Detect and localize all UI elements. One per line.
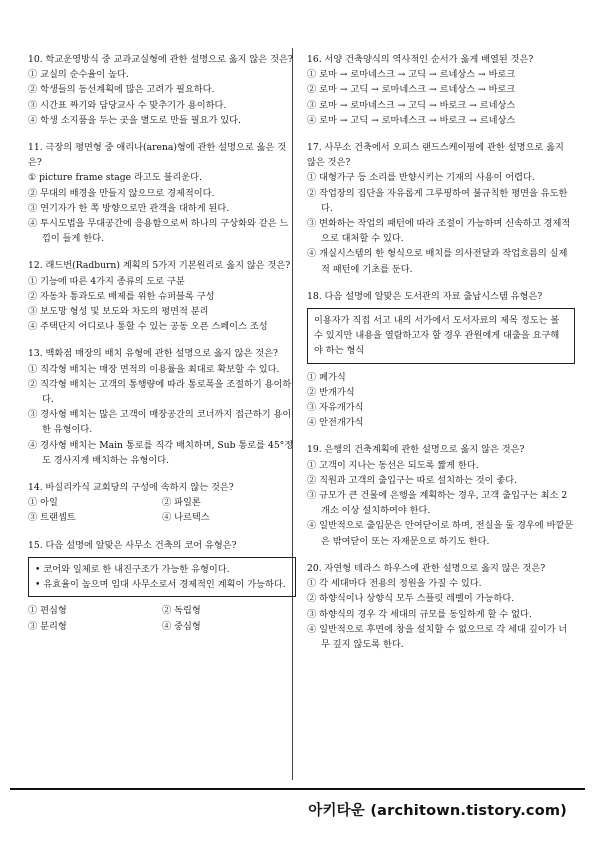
option-1: ① 기능에 따른 4가지 종류의 도로 구분 xyxy=(28,275,185,287)
option-4: ④ 안전개가식 xyxy=(307,417,364,429)
description-box: 이용자가 직접 서고 내의 서가에서 도서자료의 제목 정도는 볼 수 있지만 내용을 열람하고자 할 경우 관원에게 대출을 요구해야 하는 형식 xyxy=(307,308,575,364)
option-1: ① 각 세대마다 전용의 정원을 가질 수 있다. xyxy=(307,578,482,590)
question-text: 16. 서양 건축양식의 역사적인 순서가 옳게 배열된 것은? xyxy=(307,54,534,65)
question-text: 15. 다음 설명에 알맞은 사무소 건축의 코어 유형은? xyxy=(28,539,237,551)
box-line-2: • 유효율이 높으며 임대 사무소로서 경제적인 계획이 가능하다. xyxy=(35,579,286,591)
option-3: ③ 자유개가식 xyxy=(307,402,364,414)
question-text: 12. 래드번(Radburn) 계획의 5가지 기본원리로 옳지 않은 것은? xyxy=(28,260,291,272)
option-1: ① 폐가식 xyxy=(307,371,346,383)
question-11 xyxy=(28,140,296,246)
question-text: 17. 사무소 건축에서 오피스 랜드스케이핑에 관한 설명으로 옳지 않은 것은? xyxy=(307,142,564,169)
option-1: ① 편심형 xyxy=(28,605,67,617)
option-3: ③ 연기자가 한 쪽 방향으로만 관객을 대하게 된다. xyxy=(28,202,230,214)
option-2: ② 작업장의 집단을 자유롭게 그루핑하여 불규칙한 평면을 유도한다. xyxy=(307,187,568,214)
question-text: 20. 자연형 테라스 하우스에 관한 설명으로 옳지 않은 것은? xyxy=(307,562,546,574)
option-2: ② 자동차 통과도로 배제를 위한 슈퍼블록 구성 xyxy=(28,290,215,302)
option-3: ③ 경사형 배치는 많은 고객이 매장공간의 코너까지 접근하기 용이한 유형이다. xyxy=(28,409,292,436)
question-13 xyxy=(28,346,296,468)
box-line-1: • 코어와 일체로 한 내진구조가 가능한 유형이다. xyxy=(35,563,230,575)
option-1: ① 교실의 순수율이 높다. xyxy=(28,69,129,81)
option-3: ③ 로마 → 로마네스크 → 고딕 → 바로크 → 르네상스 xyxy=(307,99,516,111)
question-18 xyxy=(307,289,575,431)
option-3: ③ 규모가 큰 건물에 은행을 계획하는 경우, 고객 출입구는 최소 2개소 이상 설치하여야 한다. xyxy=(307,490,568,517)
option-2: ② 무대의 배경을 만들지 않으므로 경제적이다. xyxy=(28,187,215,199)
question-text: 13. 백화점 매장의 배치 유형에 관한 설명으로 옳지 않은 것은? xyxy=(28,348,278,360)
option-2: ② 파일론 xyxy=(162,497,201,509)
question-19 xyxy=(307,442,575,548)
question-text: 14. 바실리카식 교회당의 구성에 속하지 않는 것은? xyxy=(28,482,234,494)
options-grid xyxy=(28,603,296,633)
option-3: ③ 시간표 짜기와 담당교사 수 맞추기가 용이하다. xyxy=(28,99,227,111)
question-14 xyxy=(28,480,296,526)
left-column xyxy=(28,52,296,646)
option-3: ③ 보도망 형성 및 보도와 차도의 평면적 분리 xyxy=(28,306,209,318)
option-2: ② 로마 → 고딕 → 로마네스크 → 르네상스 → 바로크 xyxy=(307,84,516,96)
option-3: ③ 변화하는 작업의 패턴에 따라 조절이 가능하며 신속하고 경제적으로 대처할 수 있다. xyxy=(307,218,571,245)
option-4: ④ 학생 소지품을 두는 곳을 별도로 만들 필요가 있다. xyxy=(28,114,241,126)
option-2: ② 독립형 xyxy=(162,605,201,617)
footer-rule xyxy=(10,788,585,790)
option-2: ② 반개가식 xyxy=(307,386,355,398)
question-15 xyxy=(28,538,296,634)
right-column xyxy=(307,52,575,664)
question-10 xyxy=(28,52,296,128)
option-4: ④ 주택단지 어디로나 통할 수 있는 공동 오픈 스페이스 조성 xyxy=(28,321,268,333)
question-text: 11. 극장의 평면형 중 애리나(arena)형에 관한 설명으로 옳은 것은? xyxy=(28,142,287,169)
option-3: ③ 하향식의 경우 각 세대의 규모를 동일하게 할 수 없다. xyxy=(307,608,532,620)
option-2: ② 학생들의 동선계획에 많은 고려가 필요하다. xyxy=(28,84,215,96)
option-4: ④ 일반적으로 후면에 창을 설치할 수 없으므로 각 세대 깊이가 너무 깊지 않도록 한다. xyxy=(307,623,568,650)
question-16 xyxy=(307,52,575,128)
option-4: ④ 개실시스템의 한 형식으로 배치를 의사전달과 작업흐름의 실제적 패턴에 기초를 둔다. xyxy=(307,248,568,275)
option-3: ③ 분리형 xyxy=(28,620,67,632)
option-2: ② 직원과 고객의 출입구는 따로 설치하는 것이 좋다. xyxy=(307,474,518,486)
option-4: ④ 중심형 xyxy=(162,620,201,632)
option-4: ④ 일반적으로 출입문은 안여닫이로 하며, 전실을 둘 경우에 바깥문은 밖여닫이 또는 자재문으로 하기도 한다. xyxy=(307,520,574,547)
option-2: ② 직각형 배치는 고객의 통행량에 따라 통로폭을 조절하기 용이하다. xyxy=(28,378,292,406)
options-grid xyxy=(28,495,296,525)
footer-credit: 아키타운 (architown.tistory.com) xyxy=(308,803,567,819)
question-20 xyxy=(307,561,575,652)
option-2: ② 하향식이나 상향식 모두 스플릿 레벨이 가능하다. xyxy=(307,593,515,605)
option-4: ④ 투시도법을 무대공간에 응용함으로써 하나의 구상화와 같은 느낌이 들게 한다. xyxy=(28,218,289,245)
option-1: ① 로마 → 로마네스크 → 고딕 → 르네상스 → 바로크 xyxy=(307,69,516,81)
option-1: ① picture frame stage 라고도 불리운다. xyxy=(28,172,202,184)
question-text: 10. 학교운영방식 중 교과교실형에 관한 설명으로 옳지 않은 것은? xyxy=(28,54,293,65)
option-4: ④ 로마 → 고딕 → 로마네스크 → 바로크 → 르네상스 xyxy=(307,114,516,126)
option-4: ④ 경사형 배치는 Main 통로를 직각 배치하며, Sub 통로를 45°정도 경사지게 배치하는 유형이다. xyxy=(28,439,294,466)
option-4: ④ 나르텍스 xyxy=(162,512,210,524)
question-text: 18. 다음 설명에 알맞은 도서관의 자료 출납시스템 유형은? xyxy=(307,290,543,302)
option-1: ① 대형가구 등 소리를 반향시키는 기재의 사용이 어렵다. xyxy=(307,172,535,184)
question-17 xyxy=(307,140,575,277)
question-12 xyxy=(28,258,296,334)
option-1: ① 아일 xyxy=(28,497,58,509)
question-text: 19. 은행의 건축계획에 관한 설명으로 옳지 않은 것은? xyxy=(307,444,525,456)
option-3: ③ 트랜셉트 xyxy=(28,512,76,524)
option-1: ① 직각형 배치는 매장 면적의 이용률을 최대로 확보할 수 있다. xyxy=(28,363,280,375)
option-1: ① 고객이 지나는 동선은 되도록 짧게 한다. xyxy=(307,459,479,471)
description-box xyxy=(28,557,296,597)
